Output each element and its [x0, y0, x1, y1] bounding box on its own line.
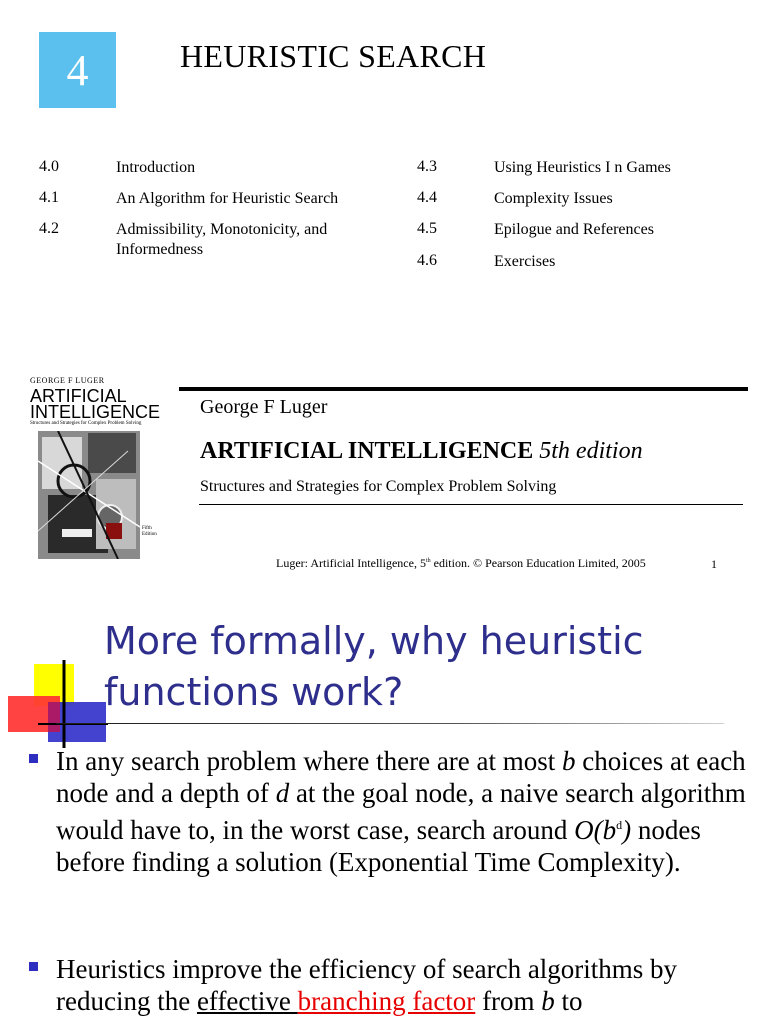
toc-number: 4.0 [39, 158, 59, 175]
text-run: choices at each node and a depth of [56, 746, 746, 808]
header-rule [179, 387, 748, 391]
toc-number: 4.5 [417, 220, 437, 237]
slide-title-line1: More formally, why heuristic [104, 619, 644, 663]
chapter-number-box [39, 32, 116, 108]
chapter-title: HEURISTIC SEARCH [180, 38, 487, 74]
text-run: nodes before finding a solution (Exponential Time Complexity). [56, 815, 701, 877]
slide-title [104, 616, 644, 718]
copyright-footer [276, 556, 646, 571]
chapter-number: 4 [66, 45, 89, 95]
toc-number: 4.1 [39, 189, 59, 206]
var-b: b [562, 746, 576, 776]
footer-text: Luger: Artificial Intelligence, 5 [276, 556, 426, 570]
cover-subtitle: Structures and Strategies for Complex Problem Solving [30, 421, 142, 426]
slide-title-line2: functions work? [104, 670, 404, 714]
text-run: to [561, 986, 583, 1016]
toc-number: 4.6 [417, 252, 437, 269]
exponent-d: d [616, 818, 623, 832]
book-title: ARTIFICIAL INTELLIGENCE [200, 438, 534, 464]
book-author: George F Luger [200, 396, 328, 418]
text-run: from [475, 986, 542, 1016]
toc-entry: An Algorithm for Heuristic Search [116, 190, 339, 207]
footer-text-end: edition. © Pearson Education Limited, 2005 [430, 556, 646, 570]
toc-entry: Introduction [116, 159, 196, 176]
text-run: at the goal node, a naive search algorithm would have to, in the worst case, search around [56, 778, 746, 845]
cover-edition: Fifth Edition [142, 526, 157, 537]
toc-entry: Admissibility, Monotonicity, and Informedness [116, 221, 328, 258]
slide-decoration [8, 660, 108, 748]
book-edition: 5th edition [539, 438, 643, 464]
text-run: Heuristics improve the efficiency of search algorithms by reducing the [56, 954, 678, 1016]
branching-factor-link[interactable]: branching factor [297, 986, 476, 1016]
cover-title-line1: ARTIFICIAL [30, 386, 127, 406]
page-number: 1 [711, 557, 717, 571]
var-d: d [275, 778, 290, 808]
bullet-square-icon [29, 962, 38, 971]
toc-entry: Complexity Issues [494, 190, 613, 207]
book-title-line [200, 438, 643, 465]
cover-title-line2: INTELLIGENCE [30, 402, 161, 422]
toc-entry: Using Heuristics I n Games [494, 159, 671, 176]
toc-number: 4.2 [39, 220, 59, 237]
subtitle-rule [199, 504, 743, 505]
footer-sup: th [425, 558, 431, 564]
text-run: In any search problem where there are at most [56, 746, 563, 776]
big-o: O(b [574, 815, 617, 845]
toc-entry: Exercises [494, 253, 556, 270]
cover-author: GEORGE F LUGER [30, 376, 105, 385]
bullet-paragraph [56, 745, 756, 878]
cover-artwork [38, 431, 140, 559]
toc-number: 4.4 [417, 189, 437, 206]
bullet-square-icon [29, 754, 38, 763]
bullet-paragraph [56, 953, 756, 1017]
effective-underlined: effective [196, 986, 298, 1016]
book-cover [28, 375, 164, 565]
book-subtitle: Structures and Strategies for Complex Problem Solving [200, 478, 557, 495]
var-b: b [541, 986, 555, 1016]
toc-number: 4.3 [417, 158, 437, 175]
big-o-close: ) [622, 815, 632, 845]
toc-entry: Epilogue and References [494, 221, 654, 238]
title-underline [56, 723, 724, 724]
